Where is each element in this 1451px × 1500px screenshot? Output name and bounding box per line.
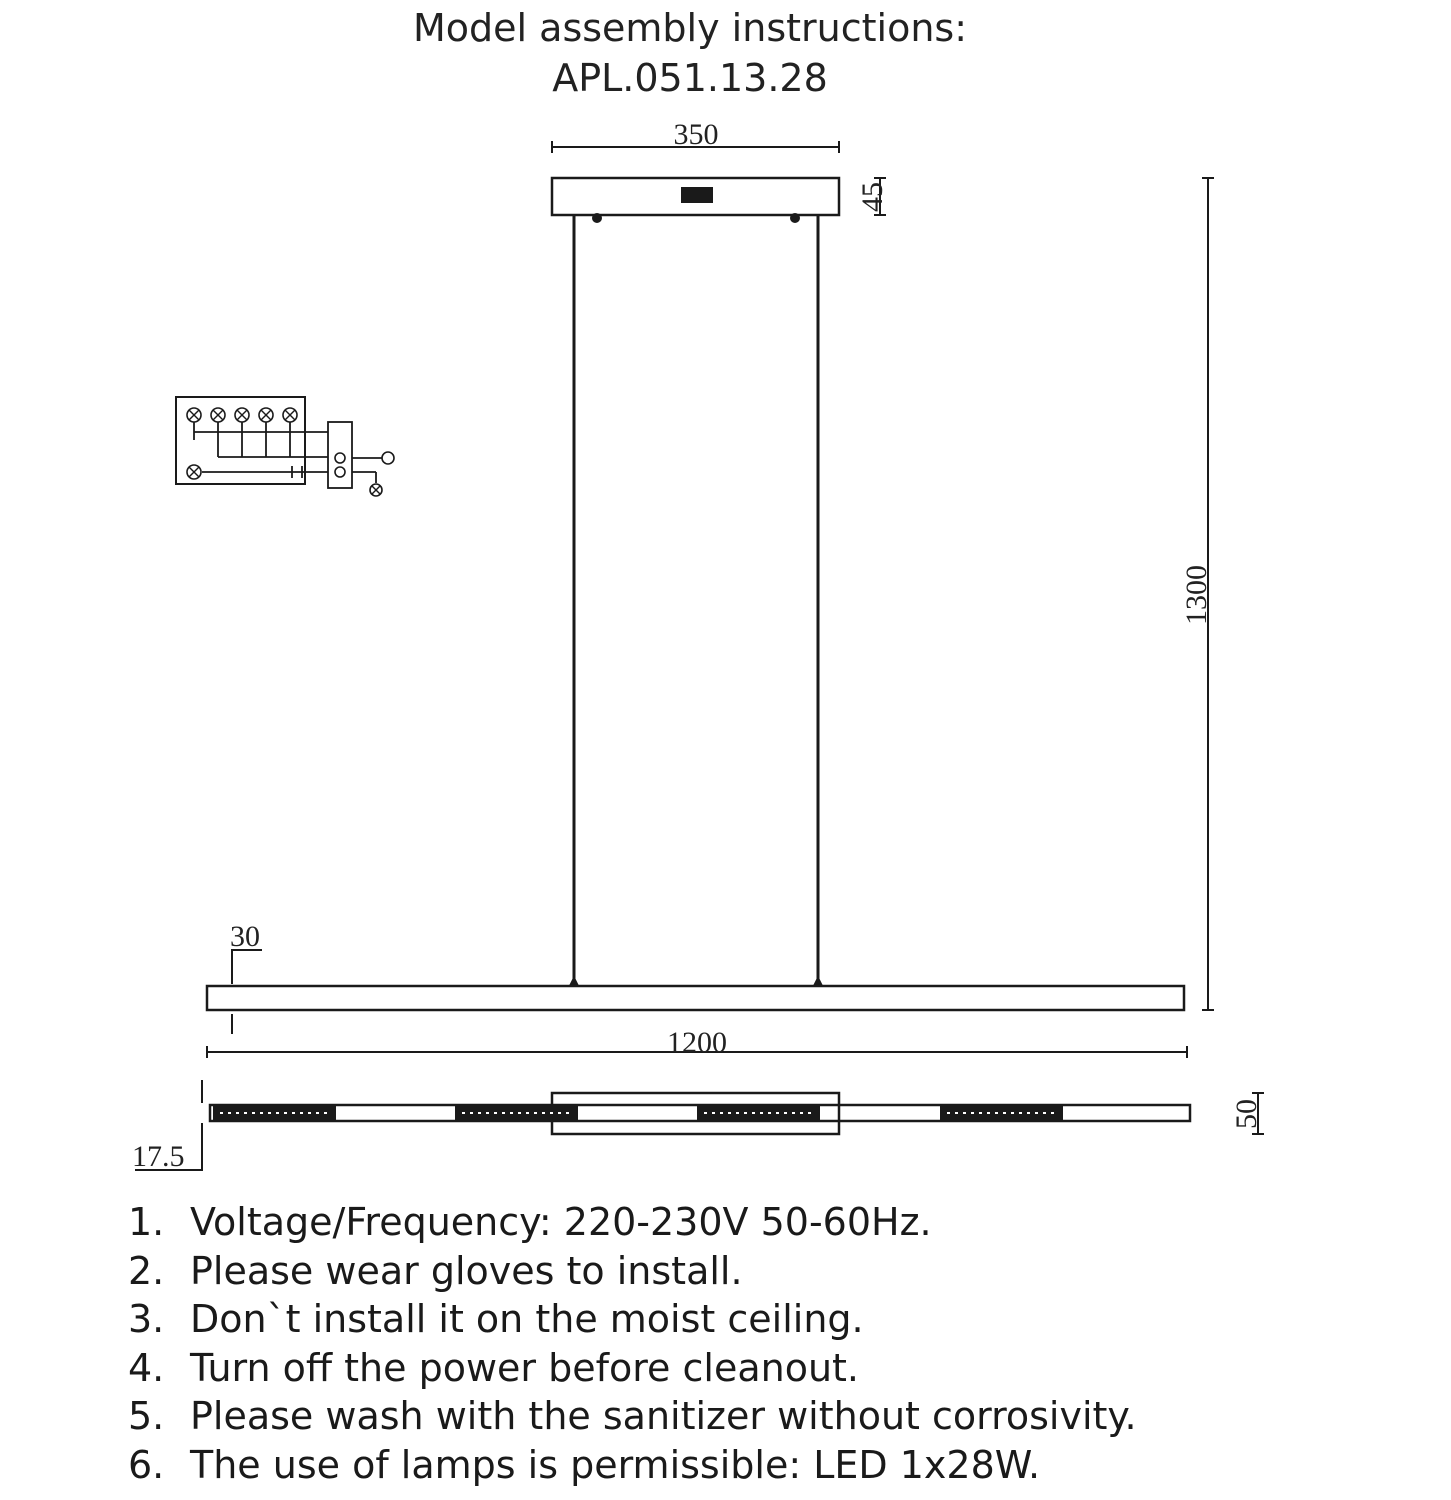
wiring-diagram: [176, 397, 394, 496]
canopy-height-label: 45: [856, 182, 889, 212]
instruction-number: 3.: [128, 1297, 165, 1341]
model-number: APL.051.13.28: [552, 56, 828, 100]
total-height-label: 1300: [1180, 565, 1213, 625]
instruction-number: 6.: [128, 1442, 165, 1487]
canopy-screw: [791, 214, 799, 222]
bar-height-label: 30: [230, 920, 260, 953]
instruction-item: [128, 1247, 1137, 1296]
instruction-text: Please wear gloves to install.: [190, 1248, 743, 1293]
canopy-connector: [682, 188, 712, 202]
instruction-number: 2.: [128, 1248, 165, 1293]
instruction-text: Voltage/Frequency: 220-230V 50-60Hz.: [190, 1200, 932, 1244]
instruction-text: Don`t install it on the moist ceiling.: [190, 1297, 864, 1341]
instruction-item: [128, 1295, 1137, 1344]
instruction-text: The use of lamps is permissible: LED 1x28W.: [190, 1442, 1041, 1487]
instruction-text: Turn off the power before cleanout.: [190, 1345, 860, 1390]
instructions-list: [128, 1198, 1137, 1489]
bar-depth-label: 17.5: [132, 1140, 185, 1173]
bar-height-leader: [232, 950, 262, 984]
canopy-screw: [593, 214, 601, 222]
instruction-number: 5.: [128, 1394, 165, 1438]
instruction-item: [128, 1344, 1137, 1393]
instruction-number: 1.: [128, 1200, 165, 1244]
title-line-1: Model assembly instructions:: [412, 6, 968, 50]
light-bar: [207, 986, 1184, 1010]
instruction-text: Please wash with the sanitizer without corrosivity.: [190, 1394, 1137, 1438]
bar-length-label: 1200: [667, 1026, 727, 1059]
instruction-item: [128, 1198, 1137, 1247]
bottom-height-label: 50: [1230, 1099, 1263, 1129]
instruction-item: [128, 1441, 1137, 1490]
instruction-item: [128, 1392, 1137, 1441]
instruction-number: 4.: [128, 1345, 165, 1390]
canopy-width-label: 350: [673, 118, 719, 151]
